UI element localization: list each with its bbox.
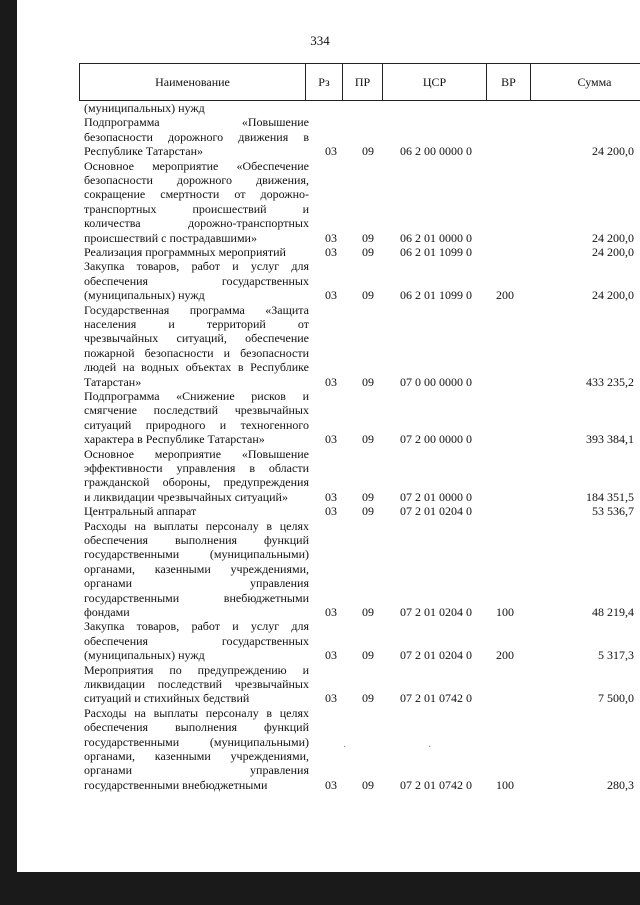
row-rz: 03 <box>325 691 337 706</box>
table-row <box>79 259 634 302</box>
table-row <box>79 519 634 620</box>
row-name-line: органами управления <box>84 763 309 778</box>
table-row <box>79 389 634 447</box>
table-row <box>79 303 634 389</box>
scan-border-bottom <box>0 872 640 905</box>
table-row <box>79 706 634 792</box>
row-name <box>84 619 309 662</box>
header-csr: ЦСР <box>383 64 487 100</box>
row-name-line: сокращение смертности от дорожно- <box>84 187 309 202</box>
row-pr: 09 <box>362 230 374 245</box>
row-pr: 09 <box>362 244 374 259</box>
row-name-line: Реализация программных мероприятий <box>84 245 286 259</box>
row-name-line: обеспечения выполнения функций <box>84 533 309 547</box>
row-name <box>84 663 309 706</box>
row-rz: 03 <box>325 604 337 619</box>
row-pr: 09 <box>362 432 374 447</box>
row-name-line: обеспечения государственных <box>84 633 309 648</box>
header-rz: Рз <box>306 64 343 100</box>
row-name-line: Подпрограмма «Снижение рисков и <box>84 389 309 403</box>
row-vr: 100 <box>496 604 514 619</box>
row-name <box>84 259 309 302</box>
row-name-line: Основное мероприятие «Повышение <box>84 446 309 461</box>
row-pr: 09 <box>362 288 374 303</box>
scan-border-left <box>0 0 17 905</box>
row-name <box>84 519 309 620</box>
table-row <box>79 447 634 505</box>
row-name-line: (муниципальных) нужд <box>84 288 205 303</box>
row-sum: 24 200,0 <box>592 288 634 303</box>
row-name-line: государственными внебюджетными <box>84 590 309 605</box>
row-name-line: транспортных происшествий и <box>84 201 309 216</box>
row-csr: 07 2 01 0204 0 <box>400 604 472 619</box>
row-name <box>84 389 309 447</box>
row-csr: 06 2 01 1099 0 <box>400 288 472 303</box>
row-csr: 06 2 01 0000 0 <box>400 230 472 245</box>
table-header <box>79 63 640 101</box>
row-pr: 09 <box>362 144 374 159</box>
scan-speck: · <box>428 742 432 753</box>
row-sum: 393 384,1 <box>586 432 634 447</box>
row-name-line: ситуаций и стихийных бедствий <box>84 691 250 706</box>
table-row <box>79 115 634 158</box>
row-sum: 24 200,0 <box>592 230 634 245</box>
row-name-line: ликвидации последствий чрезвычайных <box>84 677 309 691</box>
row-rz: 03 <box>325 489 337 504</box>
row-name-line: населения и территорий от <box>84 317 309 331</box>
header-pr: ПР <box>343 64 383 100</box>
row-name-line: Татарстан» <box>84 374 142 389</box>
row-name-line: происшествий с пострадавшими» <box>84 230 257 245</box>
row-vr: 200 <box>496 288 514 303</box>
row-pr: 09 <box>362 374 374 389</box>
row-name <box>84 159 309 245</box>
row-name-line: государственными (муниципальными) <box>84 547 309 562</box>
row-name-line: характера в Республике Татарстан» <box>84 432 265 447</box>
row-csr: 07 0 00 0000 0 <box>400 374 472 389</box>
row-csr: 07 2 01 0000 0 <box>400 489 472 504</box>
row-sum: 53 536,7 <box>592 504 634 519</box>
header-vr: ВР <box>487 64 531 100</box>
row-pr: 09 <box>362 489 374 504</box>
row-name-line: государственными внебюджетными <box>84 777 268 792</box>
row-name-line: Центральный аппарат <box>84 504 197 519</box>
table-row <box>79 101 634 115</box>
row-name-line: гражданской обороны, предупреждения <box>84 475 309 490</box>
row-name-line: ситуаций природного и техногенного <box>84 417 309 432</box>
row-sum: 280,3 <box>607 777 634 792</box>
row-pr: 09 <box>362 691 374 706</box>
row-sum: 24 200,0 <box>592 144 634 159</box>
row-name-line: Республике Татарстан» <box>84 144 204 159</box>
row-name <box>84 303 309 389</box>
scan-speck: · <box>343 742 347 753</box>
row-csr: 07 2 01 0742 0 <box>400 777 472 792</box>
header-sum: Сумма <box>577 75 612 89</box>
row-name-line: Государственная программа «Защита <box>84 302 309 317</box>
row-name-line: людей на водных объектах в Республике <box>84 360 309 375</box>
row-rz: 03 <box>325 504 337 519</box>
row-pr: 09 <box>362 648 374 663</box>
row-rz: 03 <box>325 648 337 663</box>
row-vr: 100 <box>496 777 514 792</box>
row-name-line: органами, казенными учреждениями, <box>84 749 309 764</box>
row-name-line: чрезвычайных ситуаций, обеспечение <box>84 331 309 346</box>
row-csr: 07 2 01 0204 0 <box>400 648 472 663</box>
row-pr: 09 <box>362 504 374 519</box>
table-row <box>79 504 634 518</box>
row-name-line: Закупка товаров, работ и услуг для <box>84 619 309 634</box>
row-name-line: пожарной безопасности и безопасности <box>84 345 309 360</box>
row-sum: 5 317,3 <box>598 648 634 663</box>
row-name <box>84 706 309 792</box>
row-name <box>84 504 309 518</box>
row-sum: 48 219,4 <box>592 604 634 619</box>
row-rz: 03 <box>325 244 337 259</box>
row-name-line: (муниципальных) нужд <box>84 101 205 115</box>
row-csr: 07 2 01 0742 0 <box>400 691 472 706</box>
row-sum: 24 200,0 <box>592 244 634 259</box>
row-name-line: обеспечения выполнения функций <box>84 720 309 735</box>
row-name <box>84 447 309 505</box>
row-name <box>84 115 309 158</box>
row-vr: 200 <box>496 648 514 663</box>
row-sum: 184 351,5 <box>586 489 634 504</box>
table-row <box>79 159 634 245</box>
row-csr: 06 2 00 0000 0 <box>400 144 472 159</box>
row-sum: 433 235,2 <box>586 374 634 389</box>
row-name-line: Основное мероприятие «Обеспечение <box>84 158 309 173</box>
page-number: 334 <box>310 33 330 48</box>
row-name-line: безопасности дорожного движения, <box>84 173 309 187</box>
row-pr: 09 <box>362 604 374 619</box>
row-name-line: безопасности дорожного движения в <box>84 129 309 144</box>
row-name <box>84 245 309 259</box>
table-row <box>79 619 634 662</box>
table-row <box>79 245 634 259</box>
row-csr: 06 2 01 1099 0 <box>400 244 472 259</box>
table-row <box>79 663 634 706</box>
row-pr: 09 <box>362 777 374 792</box>
row-rz: 03 <box>325 777 337 792</box>
row-rz: 03 <box>325 144 337 159</box>
row-name-line: Мероприятия по предупреждению и <box>84 662 309 677</box>
row-name-line: эффективности управления в области <box>84 461 309 475</box>
row-rz: 03 <box>325 288 337 303</box>
header-name: Наименование <box>80 64 306 100</box>
row-csr: 07 2 01 0204 0 <box>400 504 472 519</box>
row-rz: 03 <box>325 432 337 447</box>
row-name-line: Подпрограмма «Повышение <box>84 115 309 130</box>
row-name-line: (муниципальных) нужд <box>84 648 205 663</box>
row-name-line: Расходы на выплаты персоналу в целях <box>84 705 309 720</box>
row-csr: 07 2 00 0000 0 <box>400 432 472 447</box>
row-name-line: количества дорожно-транспортных <box>84 216 309 231</box>
row-name-line: смягчение последствий чрезвычайных <box>84 403 309 418</box>
row-name-line: Закупка товаров, работ и услуг для <box>84 259 309 274</box>
row-name-line: Расходы на выплаты персоналу в целях <box>84 518 309 533</box>
row-name-line: государственными (муниципальными) <box>84 734 309 749</box>
row-name-line: обеспечения государственных <box>84 273 309 288</box>
row-rz: 03 <box>325 374 337 389</box>
row-name-line: органами управления <box>84 576 309 591</box>
row-name <box>84 101 309 115</box>
row-sum: 7 500,0 <box>598 691 634 706</box>
row-name-line: органами, казенными учреждениями, <box>84 561 309 576</box>
row-rz: 03 <box>325 230 337 245</box>
row-name-line: фондами <box>84 605 130 620</box>
row-name-line: и ликвидации чрезвычайных ситуаций» <box>84 489 288 504</box>
